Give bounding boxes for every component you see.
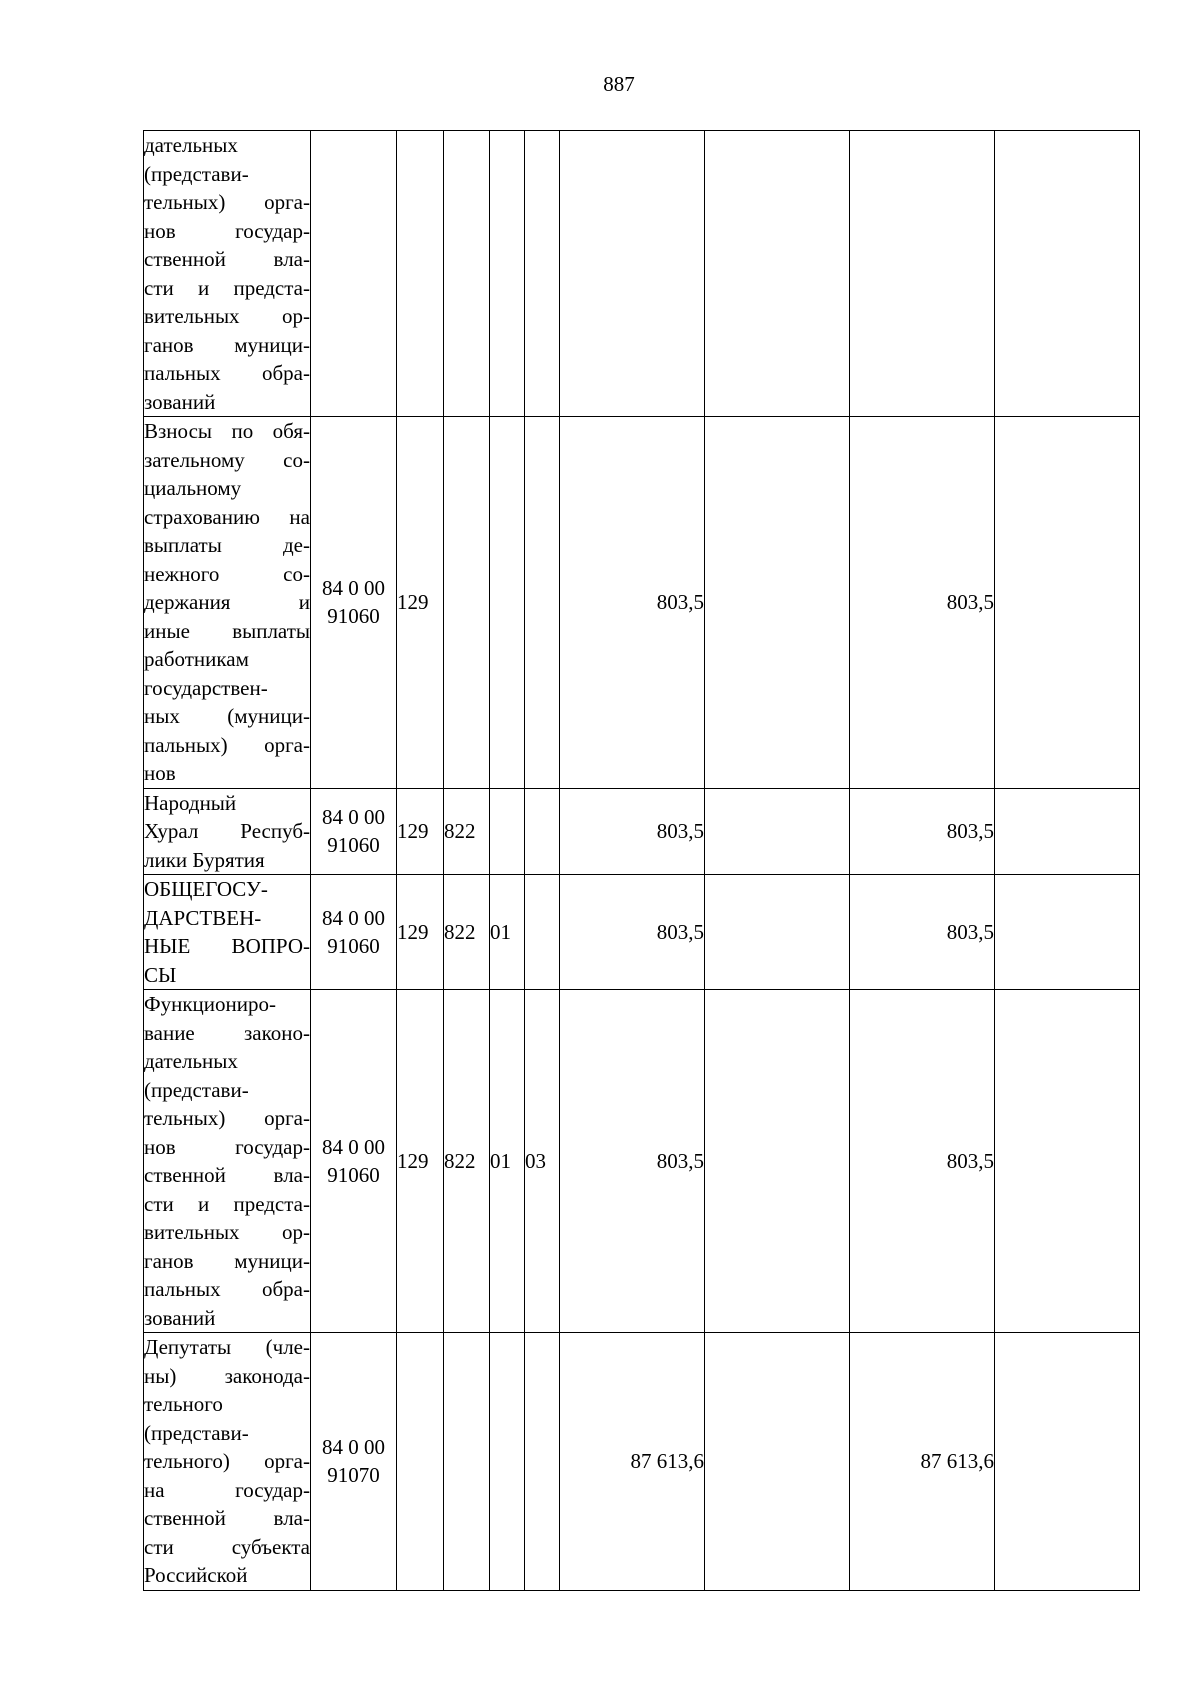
- row-name-line: зований: [144, 389, 216, 414]
- amount-sum4: [995, 990, 1140, 1333]
- row-name-line: вительных ор-: [144, 304, 310, 328]
- row-name-line: Депутаты (чле-: [144, 1335, 310, 1359]
- page-number: 887: [603, 72, 635, 96]
- row-name-line: (представи-: [144, 1077, 249, 1102]
- administrator-code: 822: [444, 875, 490, 990]
- row-name-line: государствен-: [144, 675, 268, 700]
- row-name-line: сти субъекта: [144, 1534, 310, 1559]
- table-row: [144, 1333, 1140, 1591]
- row-name-line: дательных: [144, 133, 238, 157]
- administrator-code: [444, 417, 490, 789]
- row-name-line: ных (муници-: [144, 704, 310, 728]
- row-name-line: ны) законода-: [144, 1363, 310, 1388]
- section-code: [490, 417, 525, 789]
- section-code: [490, 131, 525, 417]
- row-name-line: вание законо-: [144, 1020, 310, 1045]
- target-article-code: 84 0 00: [322, 575, 385, 600]
- row-name-line: (представи-: [144, 1420, 249, 1445]
- row-name-line: тельных) орга-: [144, 1106, 310, 1130]
- expense-type-code: 129: [397, 990, 444, 1333]
- row-name-line: ственной вла-: [144, 1506, 310, 1530]
- row-name-line: дательных: [144, 1049, 238, 1073]
- row-name-line: НЫЕ ВОПРО-: [144, 934, 310, 958]
- table-row: [144, 990, 1140, 1333]
- amount-sum3: [850, 131, 995, 417]
- table-row: [144, 788, 1140, 875]
- administrator-code: 822: [444, 788, 490, 875]
- administrator-code: 822: [444, 990, 490, 1333]
- row-name-line: нов государ-: [144, 218, 310, 243]
- target-article-code: 91060: [327, 1163, 380, 1187]
- amount-sum1: 803,5: [560, 875, 705, 990]
- row-name-line: ственной вла-: [144, 1163, 310, 1187]
- amount-sum2: [705, 875, 850, 990]
- target-article-code-cell: [311, 875, 397, 990]
- row-name-line: ДАРСТВЕН-: [144, 905, 262, 930]
- section-code: 01: [490, 875, 525, 990]
- row-name-line: циальному: [144, 476, 242, 500]
- amount-sum1: 803,5: [560, 788, 705, 875]
- expense-type-code: 129: [397, 788, 444, 875]
- target-article-code-cell: [311, 131, 397, 417]
- target-article-code: 84 0 00: [322, 905, 385, 930]
- amount-sum4: [995, 1333, 1140, 1591]
- row-name-line: тельного: [144, 1392, 223, 1416]
- row-name-line: нов: [144, 761, 176, 785]
- row-name-line: держания и: [144, 590, 310, 614]
- row-name-line: ственной вла-: [144, 247, 310, 271]
- target-article-code: 91060: [327, 833, 380, 858]
- table-row: [144, 875, 1140, 990]
- table-row: [144, 417, 1140, 789]
- row-name-line: сти и предста-: [144, 1191, 310, 1216]
- row-name-line: выплаты де-: [144, 533, 310, 557]
- target-article-code: 84 0 00: [322, 1134, 385, 1159]
- row-name-line: тельного) орга-: [144, 1449, 310, 1473]
- target-article-code: 91070: [327, 1463, 380, 1488]
- amount-sum2: [705, 1333, 850, 1591]
- row-name-line: пальных обра-: [144, 1277, 310, 1301]
- row-name-line: (представи-: [144, 161, 249, 186]
- row-name-line: лики Бурятия: [144, 847, 265, 872]
- row-name-cell: [144, 417, 311, 789]
- row-name-line: ганов муници-: [144, 1248, 310, 1273]
- expense-type-code: [397, 131, 444, 417]
- row-name-line: сти и предста-: [144, 275, 310, 300]
- amount-sum3: 87 613,6: [850, 1333, 995, 1591]
- amount-sum4: [995, 788, 1140, 875]
- row-name-line: нов государ-: [144, 1134, 310, 1159]
- amount-sum1: [560, 131, 705, 417]
- subsection-code: [525, 875, 560, 990]
- target-article-code: 91060: [327, 604, 380, 629]
- expense-type-code: 129: [397, 417, 444, 789]
- amount-sum4: [995, 875, 1140, 990]
- row-name-cell: [144, 875, 311, 990]
- subsection-code: [525, 131, 560, 417]
- target-article-code-cell: [311, 417, 397, 789]
- row-name-cell: [144, 131, 311, 417]
- subsection-code: [525, 788, 560, 875]
- amount-sum2: [705, 417, 850, 789]
- row-name-line: Взносы по обя-: [144, 419, 310, 443]
- table-row: [144, 131, 1140, 417]
- amount-sum3: 803,5: [850, 875, 995, 990]
- row-name-line: ганов муници-: [144, 332, 310, 357]
- amount-sum2: [705, 788, 850, 875]
- amount-sum3: 803,5: [850, 417, 995, 789]
- amount-sum1: 87 613,6: [560, 1333, 705, 1591]
- row-name-line: вительных ор-: [144, 1220, 310, 1244]
- row-name-line: нежного со-: [144, 561, 310, 586]
- target-article-code: 84 0 00: [322, 1434, 385, 1459]
- row-name-cell: [144, 990, 311, 1333]
- administrator-code: [444, 131, 490, 417]
- section-code: [490, 1333, 525, 1591]
- target-article-code-cell: [311, 1333, 397, 1591]
- row-name-line: работникам: [144, 647, 249, 671]
- administrator-code: [444, 1333, 490, 1591]
- budget-table: [143, 130, 1140, 1591]
- row-name-line: Хурал Респуб-: [144, 819, 310, 843]
- row-name-line: ОБЩЕГОСУ-: [144, 877, 268, 901]
- amount-sum4: [995, 417, 1140, 789]
- target-article-code: 84 0 00: [322, 804, 385, 829]
- subsection-code: [525, 1333, 560, 1591]
- section-code: 01: [490, 990, 525, 1333]
- row-name-line: Народный: [144, 790, 237, 815]
- amount-sum1: 803,5: [560, 990, 705, 1333]
- row-name-line: СЫ: [144, 962, 177, 987]
- row-name-cell: [144, 1333, 311, 1591]
- amount-sum2: [705, 990, 850, 1333]
- target-article-code-cell: [311, 990, 397, 1333]
- row-name-line: Российской: [144, 1563, 248, 1587]
- row-name-line: Функциониро-: [144, 992, 276, 1016]
- subsection-code: [525, 417, 560, 789]
- row-name-line: тельных) орга-: [144, 190, 310, 214]
- row-name-line: страхованию на: [144, 504, 310, 529]
- row-name-line: зований: [144, 1305, 216, 1330]
- subsection-code: 03: [525, 990, 560, 1333]
- amount-sum2: [705, 131, 850, 417]
- expense-type-code: 129: [397, 875, 444, 990]
- target-article-code-cell: [311, 788, 397, 875]
- expense-type-code: [397, 1333, 444, 1591]
- amount-sum4: [995, 131, 1140, 417]
- table-body: [144, 131, 1140, 1591]
- amount-sum3: 803,5: [850, 788, 995, 875]
- row-name-line: иные выплаты: [144, 618, 310, 643]
- target-article-code: 91060: [327, 934, 380, 958]
- row-name-line: на государ-: [144, 1477, 310, 1502]
- amount-sum1: 803,5: [560, 417, 705, 789]
- row-name-line: зательному со-: [144, 447, 310, 472]
- row-name-line: пальных обра-: [144, 361, 310, 385]
- amount-sum3: 803,5: [850, 990, 995, 1333]
- section-code: [490, 788, 525, 875]
- row-name-line: пальных) орга-: [144, 732, 310, 757]
- row-name-cell: [144, 788, 311, 875]
